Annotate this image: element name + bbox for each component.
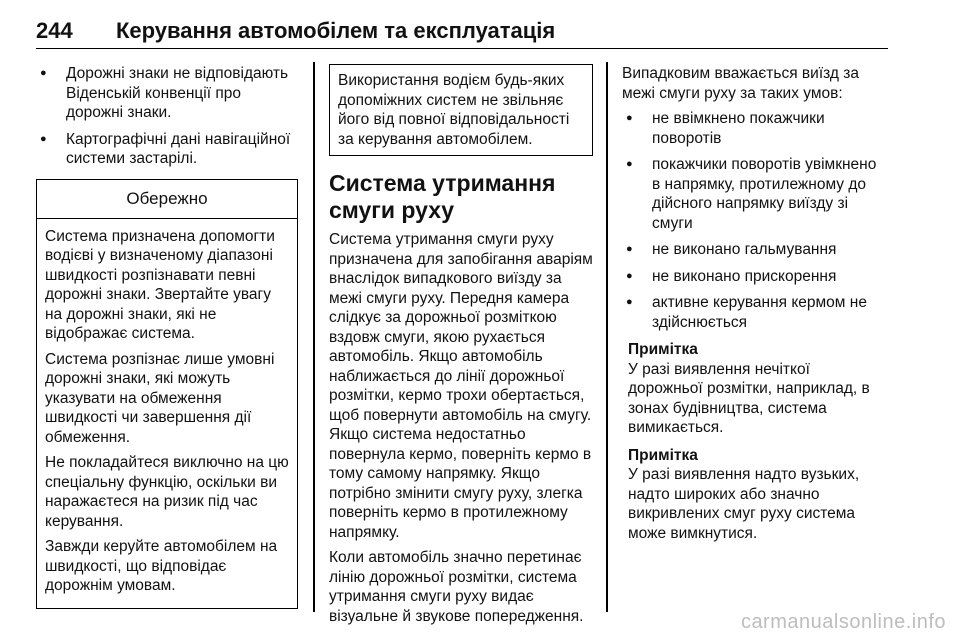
list-item: ● активне керування кермом не здійснюється — [622, 293, 888, 332]
bullet-list — [36, 64, 298, 169]
note — [622, 446, 888, 544]
column-2 — [329, 64, 593, 632]
page-header — [36, 18, 888, 49]
warning-paragraph: Система розпізнає лише умовні дорожні знаки, які можуть указувати на обмеження швидкості чи завершення дії обмеження. — [45, 350, 275, 446]
page-title: Керування автомобілем та експлуатація — [116, 18, 556, 43]
responsibility-note-box: Використання водієм будь-яких допоміжних систем не звільняє його від повної відповідальності за керування автомобілем. — [329, 64, 593, 156]
note-label: Примітка — [628, 341, 698, 358]
warning-paragraph: Система призначена допомогти водієві у визначеному діапазоні швидкості розпізнавати певні дорожні знаки. Звертайте увагу на дорожні знаки, які не відображає система. — [45, 227, 275, 342]
page-number: 244 — [36, 18, 73, 43]
section-title: Система утримання смуги руху — [329, 170, 556, 223]
column-1 — [36, 64, 298, 609]
condition-list — [622, 109, 888, 332]
body-paragraph: Система утримання смуги руху призначена для запобігання аваріям внаслідок випадкового виїзду за межі смуги руху. Передня камера слідкує за дорожньої розміткою вздовж смуги, якою рухається автомобіль. Якщо автомобіль наближається до лінії дорожньої розмітки, кермо трохи обертається, щоб повернути автомобіль на смугу. Якщо система недостатньо повернула кермо, поверніть кермо в тому самому напрямку. Якщо потрібно змінити смугу руху, злегка поверніть кермо в протилежному напрямку. — [329, 231, 593, 541]
column-divider — [606, 62, 608, 612]
list-item: ● не виконано гальмування — [622, 240, 888, 260]
note-text: У разі виявлення надто вузьких, надто широких або значно викривлених смуг руху система може вимкнутися. — [628, 466, 860, 542]
column-3 — [622, 64, 888, 549]
note-text: У разі виявлення нечіткої дорожньої розмітки, наприклад, в зонах будівництва, система вимикається. — [628, 360, 870, 436]
column-divider — [313, 62, 315, 612]
warning-paragraph: Не покладайтеся виключно на цю спеціальну функцію, оскільки ви наражаєтеся на ризик під час керування. — [45, 454, 289, 530]
warning-heading: Обережно — [37, 180, 297, 219]
watermark: carmanualsonline.info — [740, 611, 946, 633]
note-label: Примітка — [628, 446, 698, 464]
list-item: ● не ввімкнено покажчики поворотів — [622, 109, 888, 148]
warning-body — [37, 219, 297, 608]
warning-paragraph: Завжди керуйте автомобілем на швидкості, що відповідає дорожнім умовам. — [45, 538, 278, 594]
list-item: ● покажчики поворотів увімкнено в напрямку, протилежному до дійсного напрямку виїзду зі смуги — [622, 155, 888, 233]
list-item: ● Картографічні дані навігаційної системи застарілі. — [36, 130, 298, 169]
body-paragraph: Коли автомобіль значно перетинає лінію дорожньої розмітки, система утримання смуги руху видає візуальне й звукове попередження. — [329, 549, 584, 625]
list-item: ● Дорожні знаки не відповідають Віденській конвенції про дорожні знаки. — [36, 64, 298, 123]
warning-box — [36, 179, 298, 609]
note — [622, 340, 888, 438]
list-item: ● не виконано прискорення — [622, 267, 888, 287]
intro-paragraph: Випадковим вважається виїзд за межі смуги руху за таких умов: — [622, 65, 859, 102]
